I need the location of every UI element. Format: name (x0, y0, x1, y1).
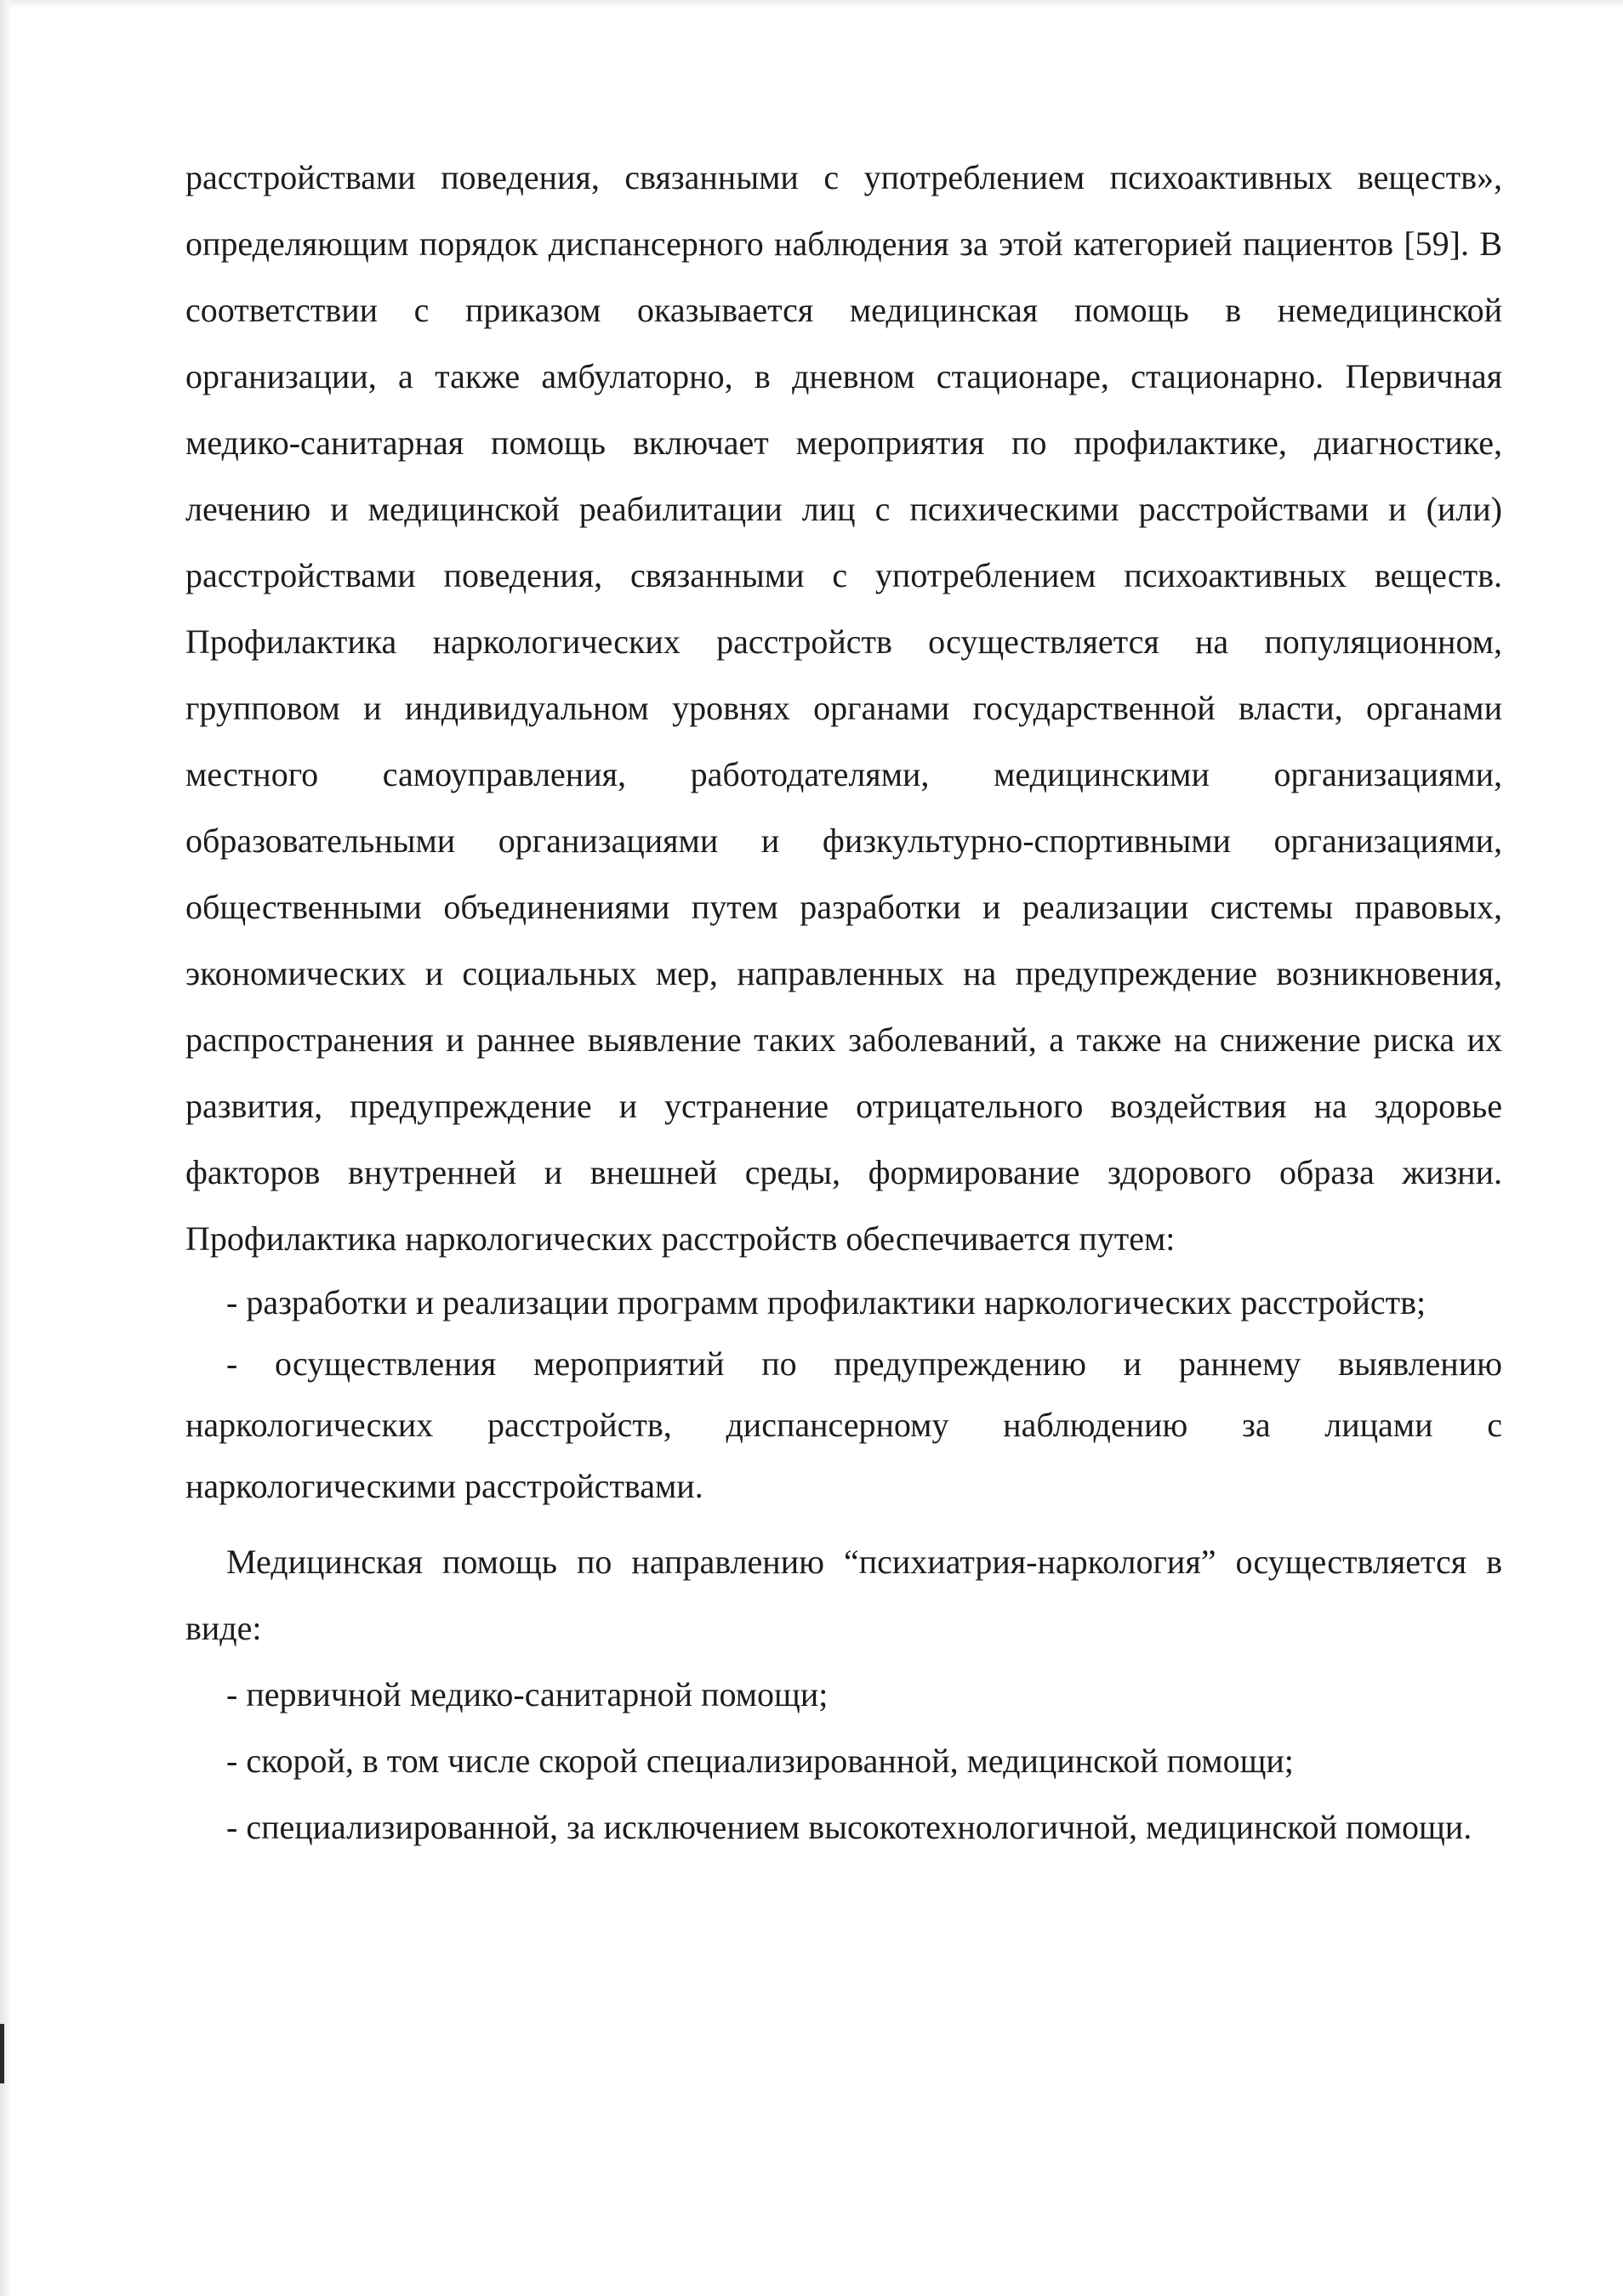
list-item-specialized-care: - специализированной, за исключением высокотехнологичной, медицинской помощи. (226, 1808, 1472, 1846)
document-body (185, 145, 1502, 1861)
scan-edge-left (0, 0, 12, 2296)
binder-mark (0, 2024, 4, 2083)
list-item-emergency-care: - скорой, в том числе скорой специализированной, медицинской помощи; (226, 1742, 1294, 1780)
list-item-primary-care: - первичной медико-санитарной помощи; (226, 1675, 829, 1713)
list-item-programs: - разработки и реализации программ профилактики наркологических расстройств; (226, 1283, 1427, 1321)
paragraph-care-forms: Медицинская помощь по направлению “психиатрия-наркология” осуществляется в виде: (185, 1543, 1502, 1647)
scan-edge-top (0, 0, 1623, 9)
paragraph-main: расстройствами поведения, связанными с употреблением психоактивных веществ», определяющим порядок диспансерного наблюдения за этой категорией пациентов [59]. В соответствии с приказом оказывается медицинская помощь в немедицинской организации, а также амбулаторно, в дневном стационаре, стационарно. Первичная медико-санитарная помощь включает мероприятия по профилактике, диагностике, лечению и медицинской реабилитации лиц с психическими расстройствами и (или) расстройствами поведения, связанными с употреблением психоактивных веществ. Профилактика наркологических расстройств осуществляется на популяционном, групповом и индивидуальном уровнях органами государственной власти, органами местного самоуправления, работодателями, медицинскими организациями, образовательными организациями и физкультурно-спортивными организациями, общественными объединениями путем разработки и реализации системы правовых, экономических и социальных мер, направленных на предупреждение возникновения, распространения и раннее выявление таких заболеваний, а также на снижение риска их развития, предупреждение и устранение отрицательного воздействия на здоровье факторов внутренней и внешней среды, формирование здорового образа жизни. Профилактика наркологических расстройств обеспечивается путем: (185, 158, 1502, 1258)
list-item-measures: - осуществления мероприятий по предупреждению и раннему выявлению наркологических расстройств, диспансерному наблюдению за лицами с наркологическими расстройствами. (185, 1344, 1502, 1505)
